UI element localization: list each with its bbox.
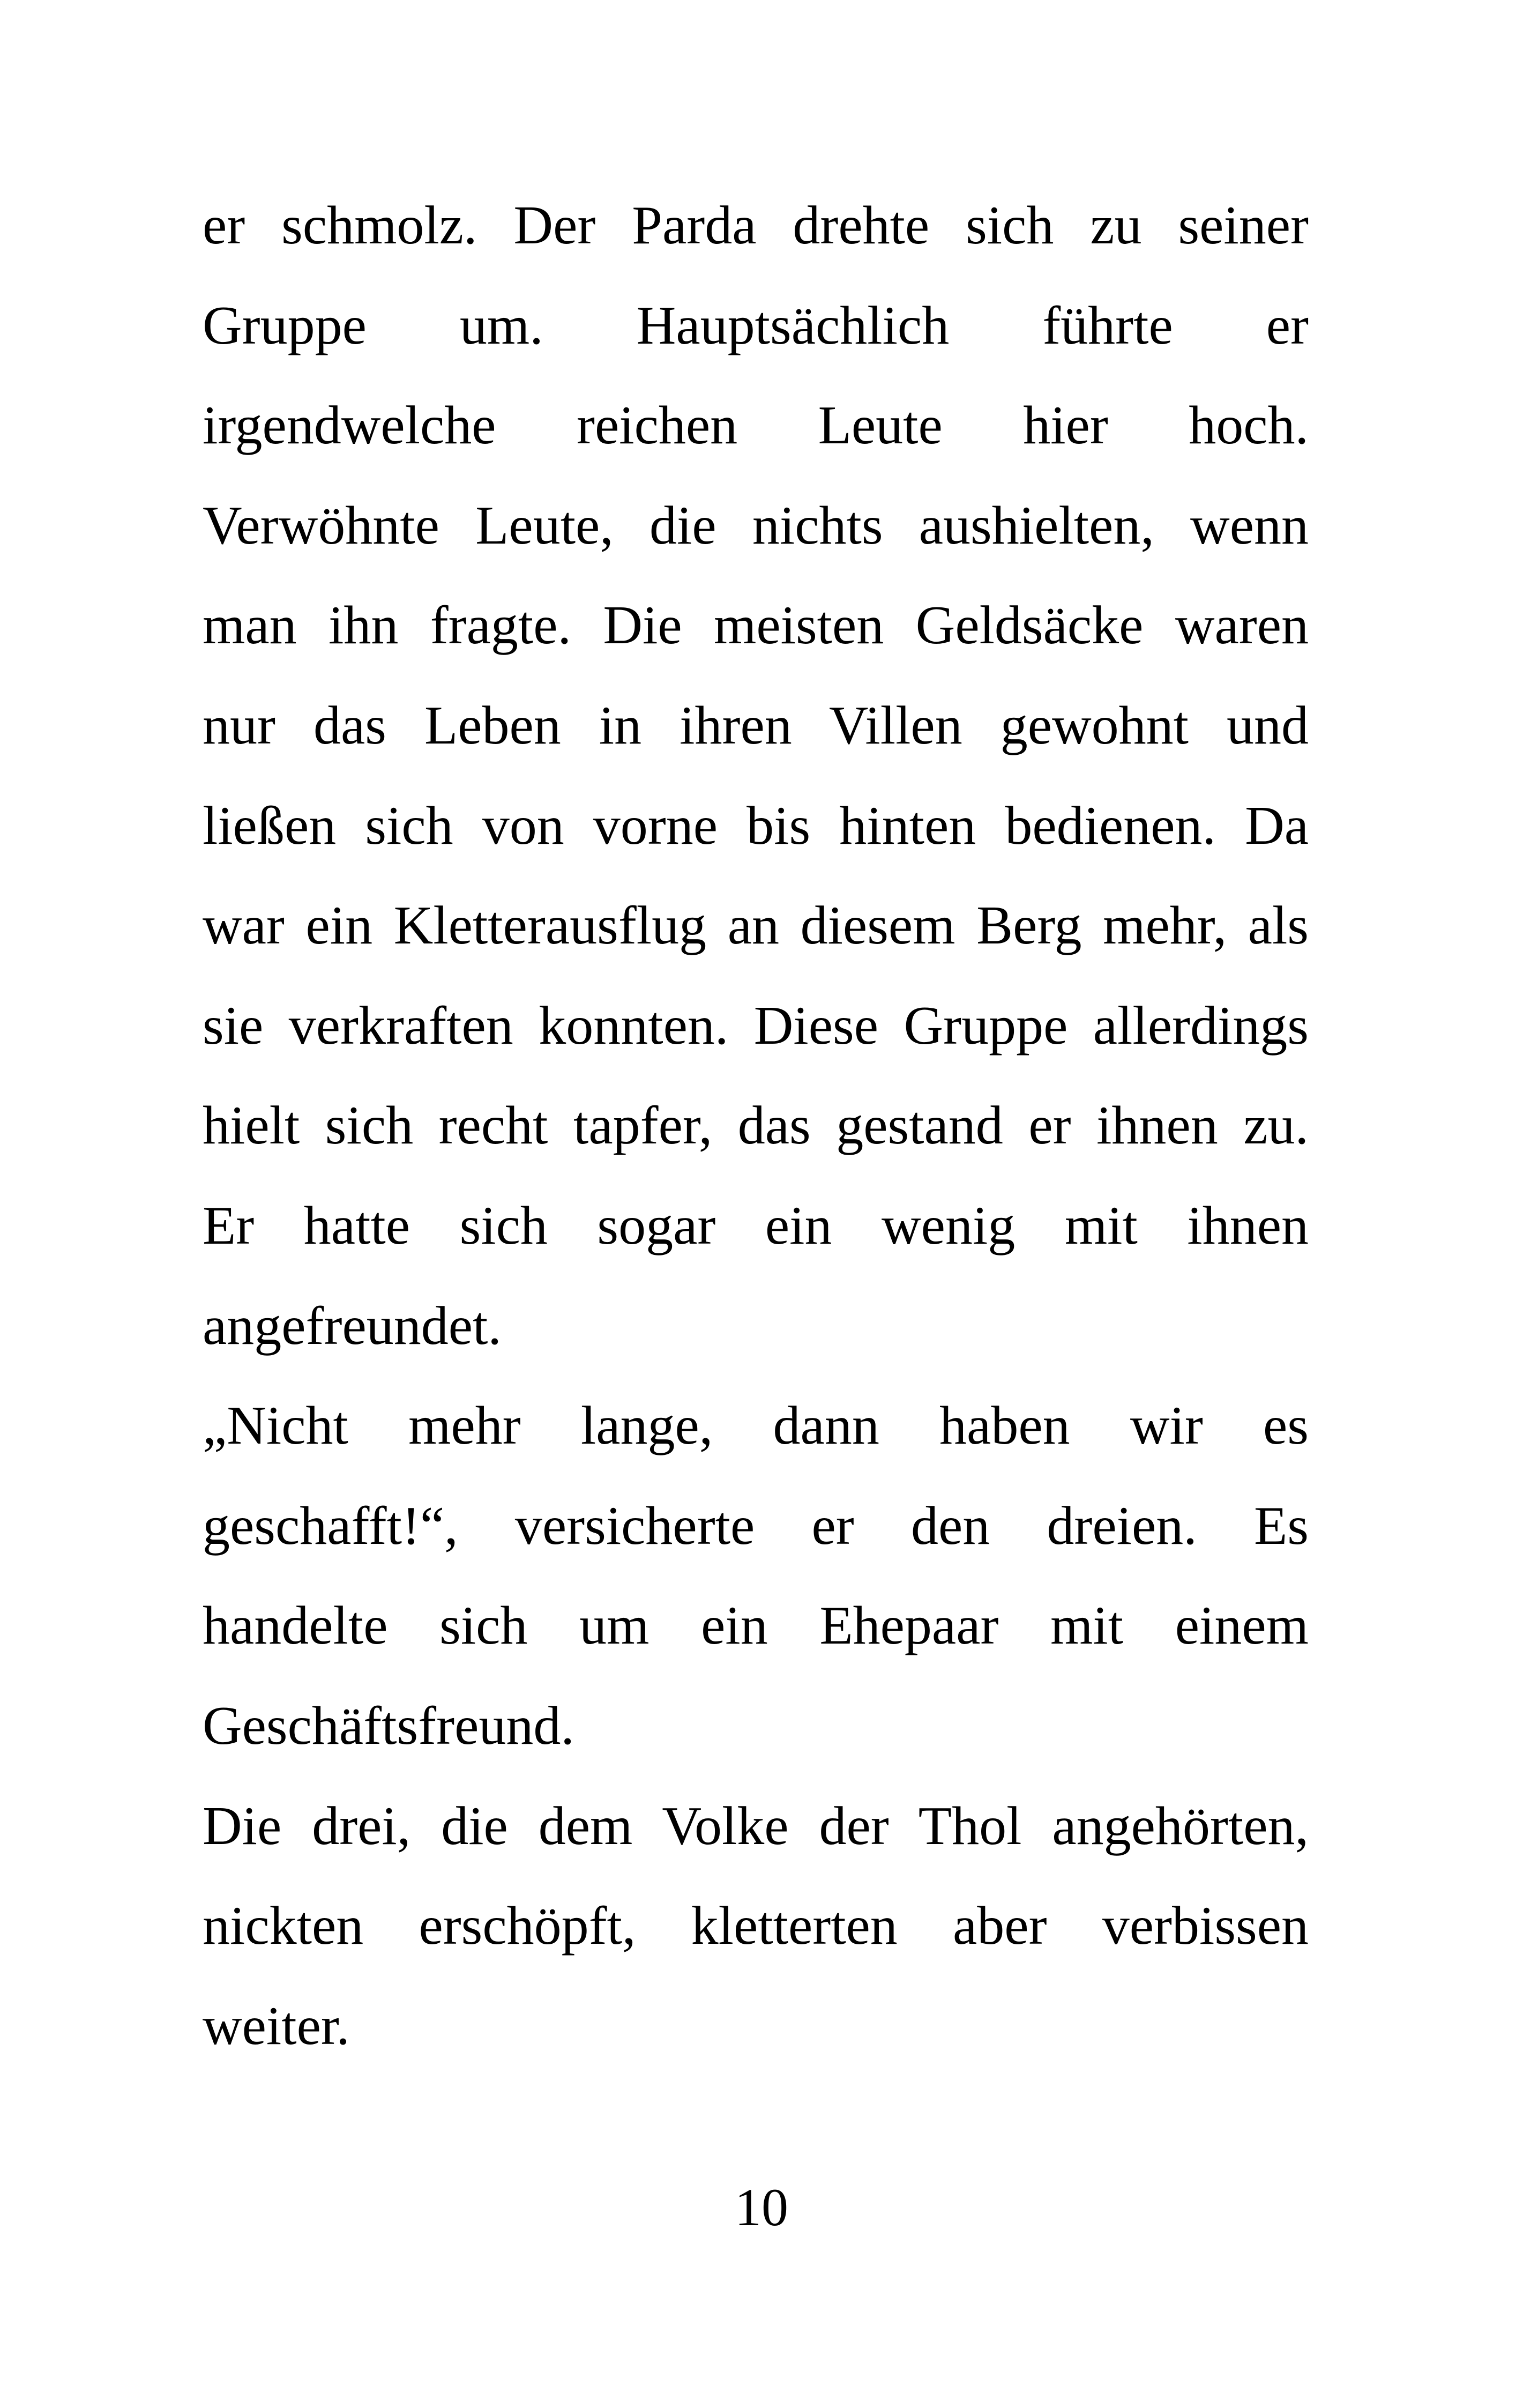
body-text	[203, 194, 1309, 2094]
text-line: Geschäftsfreund.	[203, 1695, 574, 1756]
text-line: man ihn fragte. Die meisten Geldsäcke waren	[203, 595, 1309, 656]
text-line: nur das Leben in ihren Villen gewohnt und	[203, 695, 1309, 756]
text-line: hielt sich recht tapfer, das gestand er ihnen zu.	[203, 1095, 1309, 1156]
text-line: Er hatte sich sogar ein wenig mit ihnen	[203, 1195, 1309, 1256]
text-line: handelte sich um ein Ehepaar mit einem	[203, 1595, 1309, 1656]
text-line: nickten erschöpft, kletterten aber verbissen	[203, 1896, 1309, 1957]
text-line: weiter.	[203, 1995, 350, 2056]
text-line: irgendwelche reichen Leute hier hoch.	[203, 395, 1309, 456]
text-line: Verwöhnte Leute, die nichts aushielten, wenn	[203, 495, 1309, 556]
text-line: war ein Kletterausflug an diesem Berg mehr, als	[203, 895, 1309, 956]
text-line: geschafft!“, versicherte er den dreien. Es	[203, 1495, 1309, 1556]
text-line: er schmolz. Der Parda drehte sich zu seiner	[203, 195, 1309, 256]
text-line: sie verkraften konnten. Diese Gruppe allerdings	[203, 995, 1309, 1056]
text-line: Gruppe um. Hauptsächlich führte er	[203, 295, 1309, 356]
page-number: 10	[735, 2177, 788, 2237]
text-line: angefreundet.	[203, 1295, 502, 1356]
text-line: „Nicht mehr lange, dann haben wir es	[203, 1395, 1309, 1456]
text-line: Die drei, die dem Volke der Thol angehörten,	[203, 1795, 1309, 1856]
text-line: ließen sich von vorne bis hinten bedienen. Da	[203, 795, 1309, 856]
